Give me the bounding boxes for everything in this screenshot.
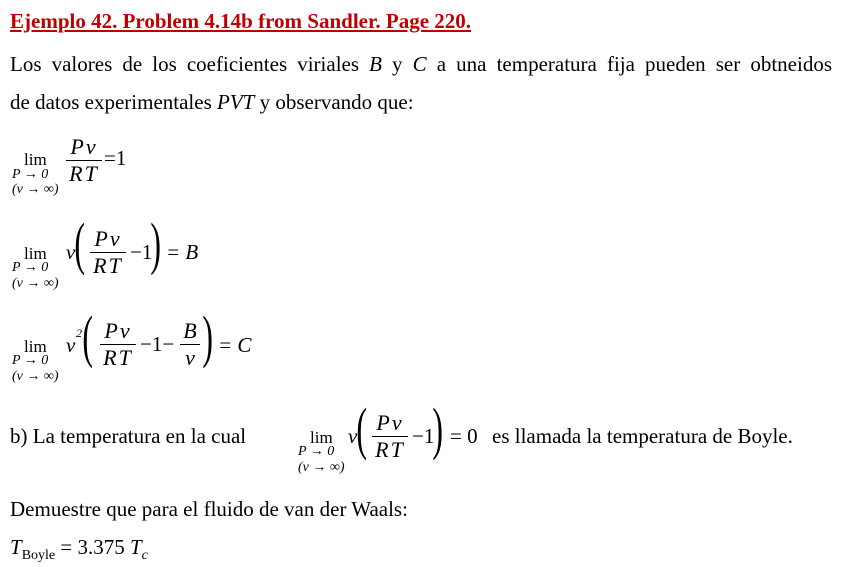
minus-one-minus: −1− xyxy=(140,332,175,356)
left-paren: ( xyxy=(82,304,93,369)
limit-condition: P → 0 xyxy=(12,167,49,182)
fraction-numerator: Pv xyxy=(376,410,404,435)
fraction-denominator: v xyxy=(185,345,195,370)
limit-condition-v: (v → ∞) xyxy=(12,182,59,197)
limit-operator: lim xyxy=(24,244,47,263)
pvt-symbol: PVT xyxy=(217,90,255,114)
intro-text-b: a una temperatura fija pueden ser obtneidos xyxy=(426,52,832,76)
limit-condition: P → 0 xyxy=(12,260,49,275)
limit-condition-v: (v → ∞) xyxy=(12,276,59,291)
critical-temp-symbol: T xyxy=(129,535,142,559)
right-paren: ) xyxy=(432,396,443,461)
fraction-pv-rt xyxy=(90,226,126,279)
result-equals: = 3.375 xyxy=(55,535,130,559)
boyle-subscript: Boyle xyxy=(21,548,56,564)
fraction-pv-rt xyxy=(100,318,136,371)
intro-line-1 xyxy=(10,52,832,77)
right-paren: ) xyxy=(202,304,213,369)
variable-v: v xyxy=(66,333,76,357)
coef-c: C xyxy=(412,52,427,76)
temperature-symbol: T xyxy=(10,535,22,559)
part-b-label: b) La temperatura en la cual xyxy=(10,424,247,448)
fraction-denominator: RT xyxy=(69,161,99,186)
fraction-numerator: Pv xyxy=(94,226,122,251)
fraction-numerator: Pv xyxy=(104,318,132,343)
variable-v: v xyxy=(66,240,76,264)
part-b-tail: es llamada la temperatura de Boyle. xyxy=(492,424,793,448)
right-paren: ) xyxy=(150,211,161,276)
equation-rhs: = B xyxy=(166,240,199,264)
fraction-denominator: RT xyxy=(375,437,405,462)
fraction-denominator: RT xyxy=(93,253,123,278)
intro-text-c: de datos experimentales xyxy=(10,90,218,114)
fraction-numerator: Pv xyxy=(70,134,98,159)
coef-b: B xyxy=(369,52,382,76)
intro-text-d: y observando que: xyxy=(254,90,414,114)
fraction-denominator: RT xyxy=(103,345,133,370)
demonstration-prompt: Demuestre que para el fluido de van der Waals: xyxy=(10,497,408,521)
example-title: Ejemplo 42. Problem 4.14b from Sandler. Page 220. xyxy=(10,9,472,33)
fraction-pv-rt xyxy=(66,134,102,187)
equation-rhs: = C xyxy=(218,333,252,357)
intro-text-a: Los valores de los coeficientes viriales xyxy=(10,52,370,76)
critical-subscript: c xyxy=(141,548,148,564)
limit-operator: lim xyxy=(310,428,333,447)
limit-operator: lim xyxy=(24,337,47,356)
equation-rhs: =1 xyxy=(104,146,127,170)
fraction-b-v xyxy=(180,318,200,371)
exponent-2: 2 xyxy=(76,326,82,340)
minus-one: −1 xyxy=(412,424,435,448)
fraction-pv-rt xyxy=(372,410,408,463)
intro-text-y: y xyxy=(381,52,413,76)
limit-condition: P → 0 xyxy=(298,444,335,459)
fraction-numerator: B xyxy=(183,318,197,343)
boyle-result xyxy=(10,535,148,564)
limit-condition-v: (v → ∞) xyxy=(12,369,59,384)
minus-one: −1 xyxy=(130,240,153,264)
left-paren: ( xyxy=(74,211,85,276)
limit-operator: lim xyxy=(24,150,47,169)
limit-condition: P → 0 xyxy=(12,353,49,368)
left-paren: ( xyxy=(356,396,367,461)
intro-line-2 xyxy=(10,90,414,115)
limit-condition-v: (v → ∞) xyxy=(298,460,345,475)
equation-rhs: = 0 xyxy=(450,424,478,448)
variable-v: v xyxy=(348,424,358,448)
